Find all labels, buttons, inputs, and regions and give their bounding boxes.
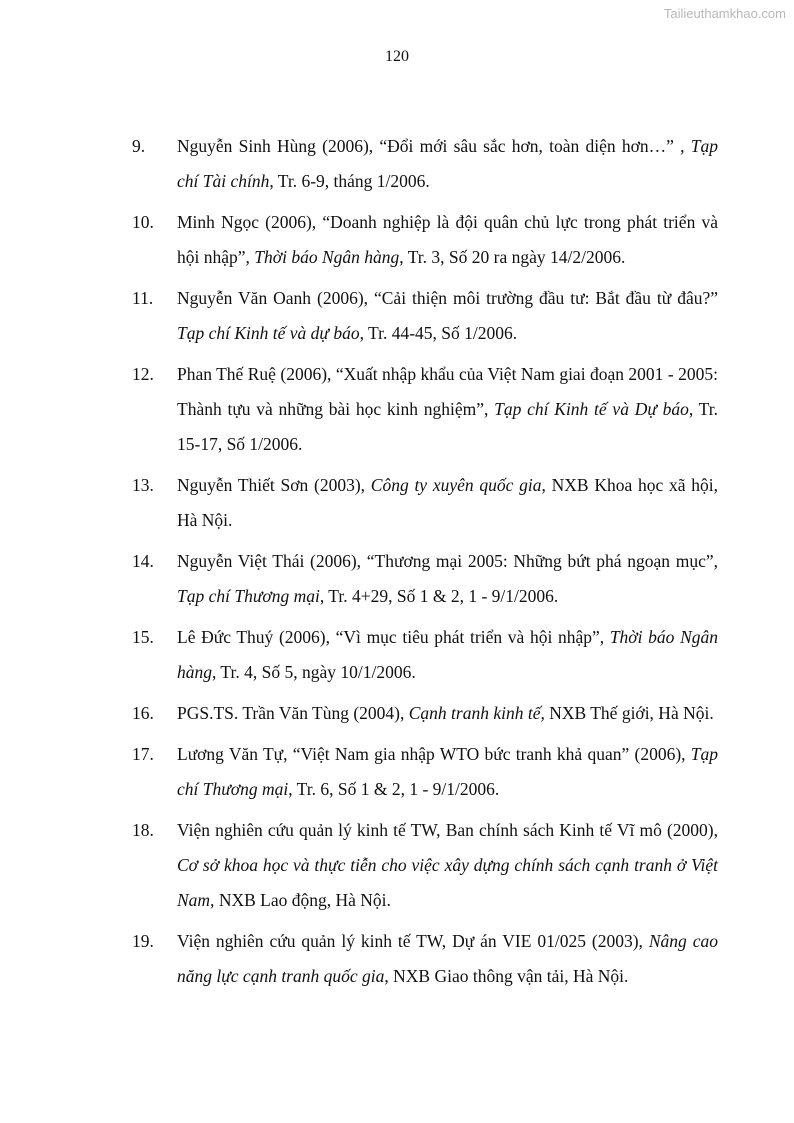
reference-item <box>132 696 718 731</box>
reference-text: , NXB Giao thông vận tải, Hà Nội. <box>384 966 629 986</box>
reference-list <box>132 129 718 1000</box>
reference-text: NXB Thế giới, Hà Nội. <box>544 703 714 723</box>
reference-title-italic: Nâng cao năng lực cạnh tranh quốc gia <box>177 931 718 986</box>
reference-text: Viện nghiên cứu quản lý kinh tế TW, Dự án VIE 01/025 (2003), <box>177 931 649 951</box>
reference-item <box>132 205 718 275</box>
reference-item <box>132 281 718 351</box>
reference-title-italic: Tạp chí Tài chính <box>177 136 718 191</box>
reference-text: NXB Lao động, Hà Nội. <box>214 890 391 910</box>
reference-number: 14. <box>132 551 154 571</box>
reference-number: 13. <box>132 475 154 495</box>
reference-number: 9. <box>132 136 146 156</box>
reference-text: Viện nghiên cứu quản lý kinh tế TW, Ban chính sách Kinh tế Vĩ mô (2000), <box>177 820 718 840</box>
reference-number: 12. <box>132 364 154 384</box>
reference-title-italic: Thời báo Ngân hàng <box>177 627 718 682</box>
reference-number: 16. <box>132 703 154 723</box>
page-number: 120 <box>385 48 409 65</box>
reference-title-italic: Tạp chí Kinh tế và Dự báo <box>494 399 689 419</box>
reference-text: , NXB Khoa học xã hội, Hà Nội. <box>177 475 718 530</box>
reference-text: Minh Ngọc (2006), “Doanh nghiệp là đội quân chủ lực trong phát triển và hội nhập” <box>177 212 718 267</box>
reference-text: Nguyễn Thiết Sơn (2003), <box>177 475 371 495</box>
reference-text: , Tr. 15-17, Số 1/2006. <box>177 399 718 454</box>
reference-number: 17. <box>132 744 154 764</box>
reference-number: 18. <box>132 820 154 840</box>
reference-item <box>132 813 718 918</box>
reference-text: Nguyễn Sinh Hùng (2006), “Đổi mới sâu sắc hơn, toàn diện hơn…” , <box>177 136 691 156</box>
reference-number: 15. <box>132 627 154 647</box>
reference-title-italic: Cạnh tranh kinh tế, <box>408 703 545 723</box>
reference-text: Nguyễn Việt Thái (2006), “Thương mại 2005: Những bứt phá ngoạn mục”, <box>177 551 718 571</box>
reference-title-italic: Tạp chí Thương mại <box>177 586 320 606</box>
reference-title-italic: , Thời báo Ngân hàng <box>245 247 400 267</box>
watermark: Tailieuthamkhao.com <box>663 6 786 21</box>
reference-text: PGS.TS. Trần Văn Tùng (2004), <box>177 703 409 723</box>
reference-text: Lương Văn Tự, “Việt Nam gia nhập WTO bức tranh khả quan” (2006), <box>177 744 691 764</box>
reference-number: 11. <box>132 288 154 308</box>
reference-text: , Tr. 6-9, tháng 1/2006. <box>269 171 430 191</box>
reference-item <box>132 620 718 690</box>
reference-text: , Tr. 4, Số 5, ngày 10/1/2006. <box>212 662 416 682</box>
reference-title-italic: Công ty xuyên quốc gia <box>370 475 542 495</box>
reference-number: 10. <box>132 212 154 232</box>
reference-text: Phan Thế Ruệ (2006), “Xuất nhập khẩu của Việt Nam giai đoạn 2001 - 2005: Thành tựu và những bài học kinh nghiệm”, <box>177 364 718 419</box>
reference-text: Lê Đức Thuý (2006), “Vì mục tiêu phát triển và hội nhập”, <box>177 627 610 647</box>
reference-item <box>132 924 718 994</box>
reference-text: , Tr. 44-45, Số 1/2006. <box>359 323 518 343</box>
reference-text: , Tr. 3, Số 20 ra ngày 14/2/2006. <box>399 247 626 267</box>
reference-text: , Tr. 4+29, Số 1 & 2, 1 - 9/1/2006. <box>319 586 559 606</box>
reference-item <box>132 468 718 538</box>
reference-item <box>132 737 718 807</box>
reference-title-italic: Tạp chí Thương mại <box>177 744 718 799</box>
reference-number: 19. <box>132 931 154 951</box>
reference-text: Nguyễn Văn Oanh (2006), “Cải thiện môi trường đầu tư: Bắt đầu từ đâu?” <box>177 288 718 308</box>
reference-item <box>132 544 718 614</box>
reference-text: , Tr. 6, Số 1 & 2, 1 - 9/1/2006. <box>288 779 500 799</box>
reference-item <box>132 129 718 199</box>
reference-item <box>132 357 718 462</box>
reference-title-italic: Cơ sở khoa học và thực tiễn cho việc xây dựng chính sách cạnh tranh ở Việt Nam, <box>177 855 718 910</box>
reference-title-italic: Tạp chí Kinh tế và dự báo <box>177 323 360 343</box>
